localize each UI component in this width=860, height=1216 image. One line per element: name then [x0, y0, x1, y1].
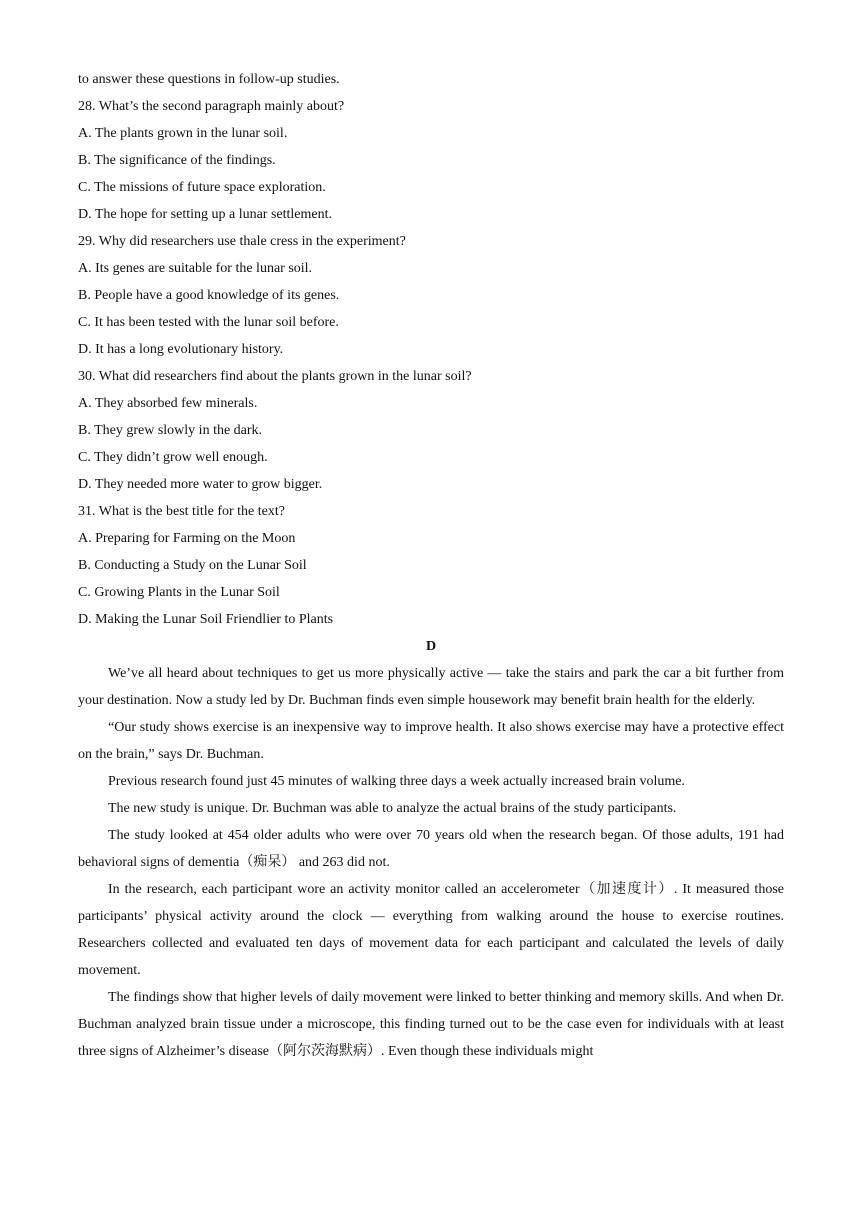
- option-31-d: D. Making the Lunar Soil Friendlier to Plants: [78, 612, 334, 627]
- question-29: 29. Why did researchers use thale cress in the experiment?: [78, 234, 406, 249]
- option-29-d: D. It has a long evolutionary history.: [78, 342, 284, 357]
- document-page: [78, 66, 784, 1065]
- question-30: 30. What did researchers find about the plants grown in the lunar soil?: [78, 369, 472, 384]
- section-heading: D: [425, 639, 437, 654]
- option-30-d: D. They needed more water to grow bigger.: [78, 477, 323, 492]
- paragraph: The new study is unique. Dr. Buchman was able to analyze the actual brains of the study participants.: [108, 801, 677, 816]
- option-28-c: C. The missions of future space exploration.: [78, 180, 326, 195]
- option-31-c: C. Growing Plants in the Lunar Soil: [78, 585, 280, 600]
- option-30-c: C. They didn’t grow well enough.: [78, 450, 268, 465]
- option-28-a: A. The plants grown in the lunar soil.: [78, 126, 288, 141]
- option-29-b: B. People have a good knowledge of its genes.: [78, 288, 340, 303]
- paragraph: We’ve all heard about techniques to get us more physically active — take the stairs and park the car a bit further from your destination. Now a study led by Dr. Buchman finds even simple housework may benefit brain health for the elderly.: [78, 666, 784, 708]
- option-30-b: B. They grew slowly in the dark.: [78, 423, 263, 438]
- paragraph: “Our study shows exercise is an inexpensive way to improve health. It also shows exercise may have a protective effect on the brain,” says Dr. Buchman.: [78, 720, 784, 762]
- option-28-b: B. The significance of the findings.: [78, 153, 276, 168]
- option-29-c: C. It has been tested with the lunar soil before.: [78, 315, 339, 330]
- option-29-a: A. Its genes are suitable for the lunar soil.: [78, 261, 313, 276]
- paragraph: In the research, each participant wore an activity monitor called an accelerometer（加速度计）. It measured those participants’ physical activity around the clock — everything from walking around the house to exercise routines. Researchers collected and evaluated ten days of movement data for each participant and calculated the levels of daily movement.: [78, 882, 784, 978]
- option-28-d: D. The hope for setting up a lunar settlement.: [78, 207, 333, 222]
- paragraph: The study looked at 454 older adults who were over 70 years old when the research began. Of those adults, 191 had behavioral signs of dementia（痴呆） and 263 did not.: [78, 828, 784, 870]
- option-31-a: A. Preparing for Farming on the Moon: [78, 531, 296, 546]
- question-31: 31. What is the best title for the text?: [78, 504, 285, 519]
- option-31-b: B. Conducting a Study on the Lunar Soil: [78, 558, 307, 573]
- option-30-a: A. They absorbed few minerals.: [78, 396, 258, 411]
- paragraph: The findings show that higher levels of daily movement were linked to better thinking and memory skills. And when Dr. Buchman analyzed brain tissue under a microscope, this finding turned out to be the case even for individuals with at least three signs of Alzheimer’s disease（阿尔茨海默病）. Even though these individuals might: [78, 990, 784, 1059]
- question-28: 28. What’s the second paragraph mainly about?: [78, 99, 345, 114]
- text-line: to answer these questions in follow-up studies.: [78, 72, 340, 87]
- paragraph: Previous research found just 45 minutes of walking three days a week actually increased brain volume.: [108, 774, 685, 789]
